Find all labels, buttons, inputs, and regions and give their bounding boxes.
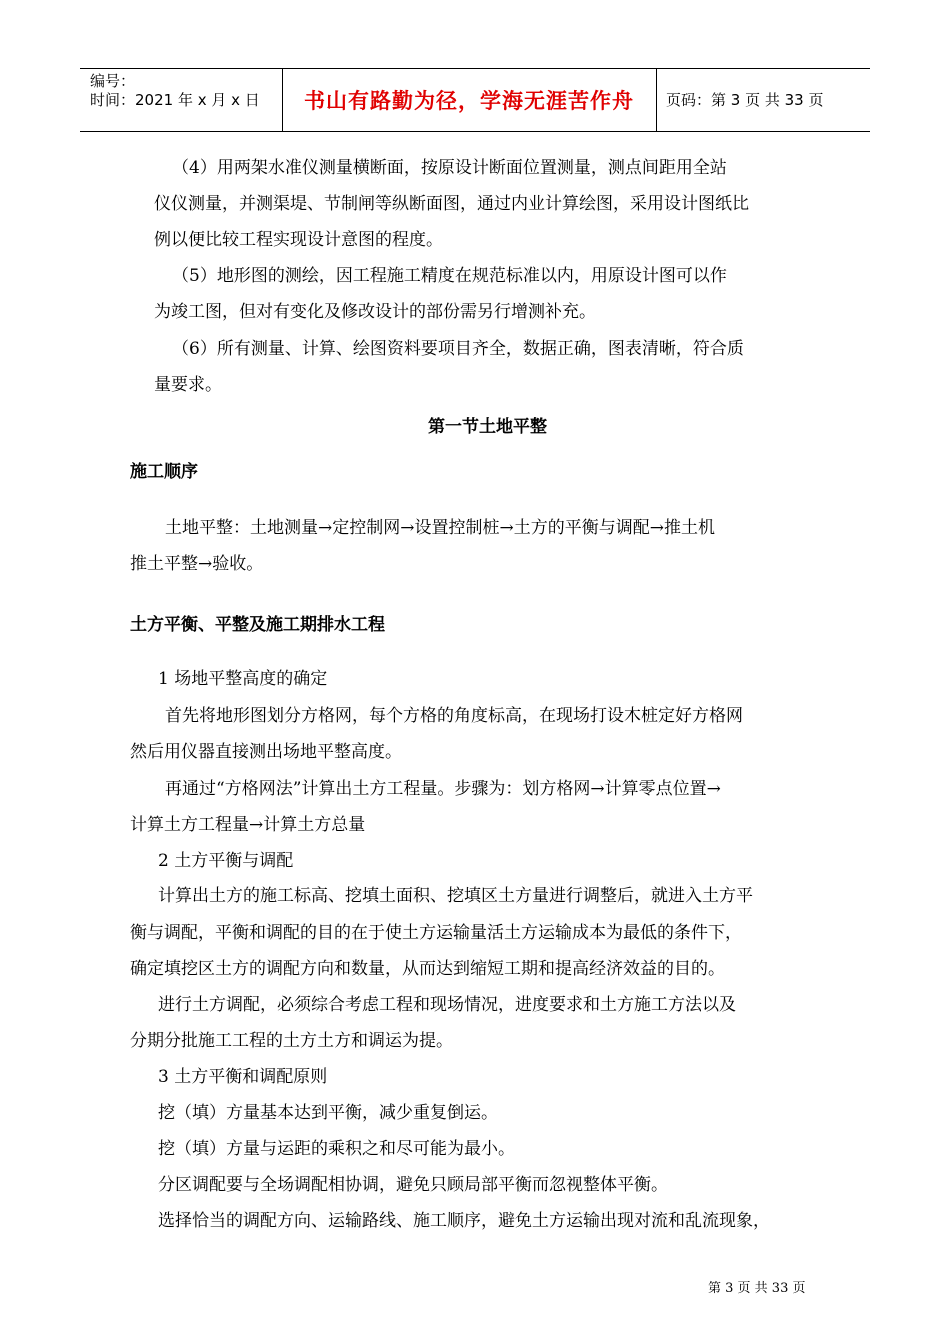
body-text-line: 为竣工图，但对有变化及修改设计的部份需另行增测补充。: [154, 302, 596, 322]
body-text-line: （4）用两架水准仪测量横断面，按原设计断面位置测量，测点间距用全站: [172, 158, 727, 178]
header-divider: [656, 69, 657, 131]
header-motto: 书山有路勤为径，学海无涯苦作舟: [304, 89, 634, 113]
body-text-line: 首先将地形图划分方格网，每个方格的角度标高，在现场打设木桩定好方格网: [165, 706, 743, 726]
body-text-line: 再通过“方格网法”计算出土方工程量。步骤为：划方格网→计算零点位置→: [165, 779, 721, 799]
body-text-line: （6）所有测量、计算、绘图资料要项目齐全，数据正确，图表清晰，符合质: [172, 339, 744, 359]
page-header: [80, 68, 870, 132]
body-text-line: 分期分批施工工程的土方土方和调运为提。: [130, 1031, 453, 1051]
body-text-line: 选择恰当的调配方向、运输路线、施工顺序，避免土方运输出现对流和乱流现象，: [158, 1211, 770, 1231]
time-label: 时间：2021 年 x 月 x 日: [90, 91, 260, 109]
section-title: 第一节土地平整: [428, 417, 547, 437]
body-text-line: 确定填挖区土方的调配方向和数量，从而达到缩短工期和提高经济效益的目的。: [130, 959, 725, 979]
number-label: 编号：: [90, 72, 136, 90]
body-text-line: 3 土方平衡和调配原则: [158, 1067, 328, 1087]
body-text-line: 计算出土方的施工标高、挖填土面积、挖填区土方量进行调整后，就进入土方平: [158, 886, 753, 906]
body-text-line: （5）地形图的测绘，因工程施工精度在规范标准以内，用原设计图可以作: [172, 266, 727, 286]
subheading: 土方平衡、平整及施工期排水工程: [130, 615, 385, 635]
body-text-line: 量要求。: [154, 375, 222, 395]
body-text-line: 仪仪测量，并测渠堤、节制闸等纵断面图，通过内业计算绘图，采用设计图纸比: [154, 194, 749, 214]
body-text-line: 衡与调配，平衡和调配的目的在于使土方运输量活土方运输成本为最低的条件下，: [130, 923, 742, 943]
body-text-line: 然后用仪器直接测出场地平整高度。: [130, 742, 402, 762]
body-text-line: 分区调配要与全场调配相协调，避免只顾局部平衡而忽视整体平衡。: [158, 1175, 668, 1195]
subheading: 施工顺序: [130, 462, 198, 482]
body-text-line: 计算土方工程量→计算土方总量: [130, 815, 366, 835]
body-text-line: 土地平整：土地测量→定控制网→设置控制桩→土方的平衡与调配→推土机: [165, 518, 715, 538]
body-text-line: 挖（填）方量基本达到平衡，减少重复倒运。: [158, 1103, 498, 1123]
body-text-line: 挖（填）方量与运距的乘积之和尽可能为最小。: [158, 1139, 515, 1159]
body-text-line: 2 土方平衡与调配: [158, 851, 294, 871]
body-text-line: 1 场地平整高度的确定: [158, 669, 328, 689]
body-text-line: 推土平整→验收。: [130, 554, 264, 574]
page-footer: 第 3 页 共 33 页: [708, 1281, 806, 1296]
page-number-label: 页码：第 3 页 共 33 页: [666, 91, 824, 109]
body-text-line: 例以便比较工程实现设计意图的程度。: [154, 230, 443, 250]
header-meta: [90, 72, 260, 110]
body-text-line: 进行土方调配，必须综合考虑工程和现场情况，进度要求和土方施工方法以及: [158, 995, 736, 1015]
